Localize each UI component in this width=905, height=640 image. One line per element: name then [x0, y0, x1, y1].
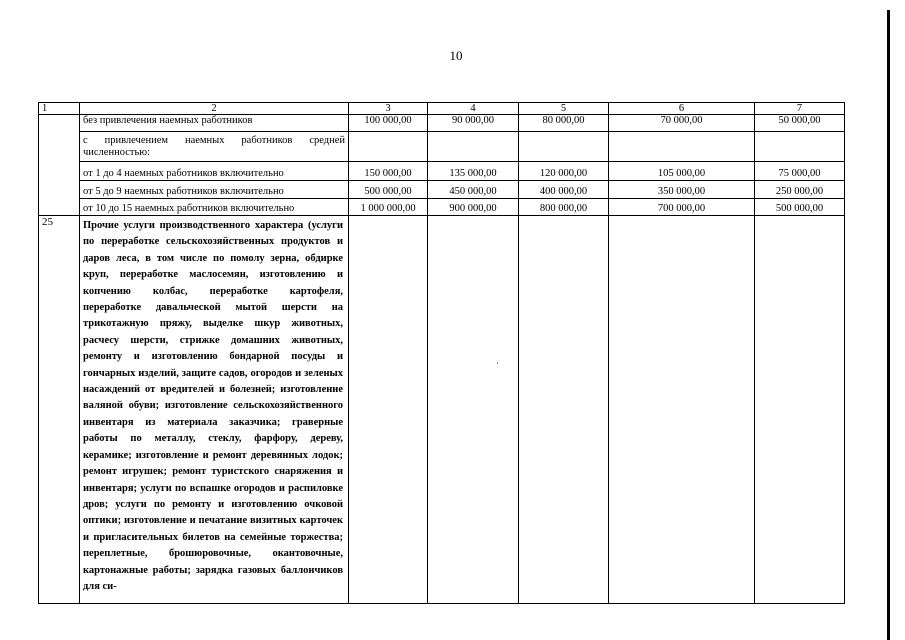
row-number: 25: [39, 216, 80, 604]
table-row: [39, 216, 845, 604]
value-cell: 50 000,00: [755, 115, 845, 132]
value-cell: 250 000,00: [755, 181, 845, 199]
value-cell: 350 000,00: [609, 181, 755, 199]
value-cell: 800 000,00: [519, 199, 609, 216]
value-cell: 900 000,00: [428, 199, 519, 216]
scan-margin-line: [887, 10, 890, 640]
value-cell: 700 000,00: [609, 199, 755, 216]
column-number: 7: [755, 103, 845, 115]
table-row: [39, 115, 845, 132]
column-number: 1: [39, 103, 80, 115]
column-number: 2: [80, 103, 349, 115]
value-cell-empty: [428, 216, 519, 604]
value-cell: 150 000,00: [349, 162, 428, 181]
value-cell: 450 000,00: [428, 181, 519, 199]
column-number: 4: [428, 103, 519, 115]
table-row: [39, 132, 845, 162]
page-number: 10: [449, 48, 463, 63]
column-number: 5: [519, 103, 609, 115]
value-cell-empty: [519, 216, 609, 604]
row-label: от 1 до 4 наемных работников включительно: [80, 162, 349, 181]
value-cell-empty: [349, 216, 428, 604]
row-label: от 10 до 15 наемных работников включительно: [80, 199, 349, 216]
value-cell: 90 000,00: [428, 115, 519, 132]
value-cell: 70 000,00: [609, 115, 755, 132]
value-cell: 400 000,00: [519, 181, 609, 199]
row-number-empty: [39, 115, 80, 216]
table-row: [39, 181, 845, 199]
table-row: [39, 199, 845, 216]
value-cell: 135 000,00: [428, 162, 519, 181]
row-label: от 5 до 9 наемных работников включительно: [80, 181, 349, 199]
value-cell: [349, 132, 428, 162]
row-label: без привлечения наемных работников: [80, 115, 349, 132]
scan-speck: [497, 362, 498, 364]
column-number: 3: [349, 103, 428, 115]
value-cell: 80 000,00: [519, 115, 609, 132]
value-cell: 500 000,00: [349, 181, 428, 199]
value-cell: [609, 132, 755, 162]
value-cell-empty: [609, 216, 755, 604]
column-number: 6: [609, 103, 755, 115]
value-cell-empty: [755, 216, 845, 604]
value-cell: 75 000,00: [755, 162, 845, 181]
value-cell: [519, 132, 609, 162]
value-cell: 1 000 000,00: [349, 199, 428, 216]
value-cell: [755, 132, 845, 162]
value-cell: 105 000,00: [609, 162, 755, 181]
tariff-table: [38, 102, 845, 604]
value-cell: 500 000,00: [755, 199, 845, 216]
service-description: Прочие услуги производственного характера (услуги по переработке сельскохозяйственных продуктов и даров леса, в том числе по помолу зерна, обдирке круп, переработке маслосемян, изготовлению и копчению колбас, переработке картофеля, переработке давальческой мытой шерсти на трикотажную пряжу, выделке шкур животных, расчесу шерсти, стрижке домашних животных, ремонту и изготовлению бондарной посуды и гончарных изделий, защите садов, огородов и зеленых насаждений от вредителей и болезней; изготовление валяной обуви; изготовление сельскохозяйственного инвентаря из материала заказчика; граверные работы по металлу, стеклу, фарфору, дереву, керамике; изготовление и ремонт деревянных лодок; ремонт игрушек; ремонт туристского снаряжения и инвентаря; услуги по вспашке огородов и распиловке дров; услуги по ремонту и изготовлению очковой оптики; изготовление и печатание визитных карточек и пригласительных билетов на семейные торжества; переплетные, брошюровочные, окантовочные, картонажные работы; зарядка газовых баллончиков для си-: [80, 216, 349, 604]
value-cell: [428, 132, 519, 162]
row-label: с привлечением наемных работников средней численностью:: [80, 132, 349, 162]
value-cell: 100 000,00: [349, 115, 428, 132]
column-number-row: [39, 103, 845, 115]
value-cell: 120 000,00: [519, 162, 609, 181]
table-row: [39, 162, 845, 181]
